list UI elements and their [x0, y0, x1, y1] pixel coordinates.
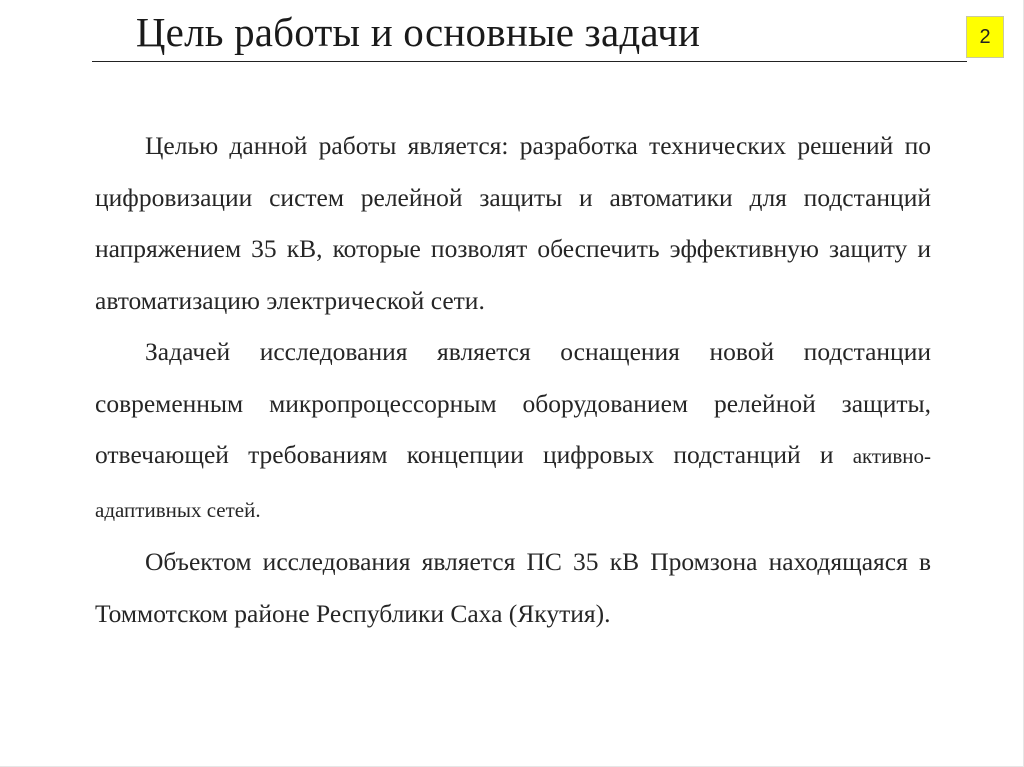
task-text-small: активно-адаптивных сетей.	[95, 444, 931, 522]
slide-title: Цель работы и основные задачи	[135, 9, 701, 55]
slide-body	[95, 120, 931, 639]
object-paragraph	[95, 536, 931, 639]
goal-text: Целью данной работы является: разработка технических решений по цифровизации систем релейной защиты и автоматики для подстанций напряжением 35 кВ, которые позволят обеспечить эффективную защиту и автоматизацию электрической сети.	[95, 131, 931, 315]
title-underline	[92, 61, 967, 62]
goal-paragraph	[95, 120, 931, 326]
task-text: Задачей исследования является оснащения новой подстанции современным микропроцессорным оборудованием релейной защиты, отвечающей требованиям концепции цифровых подстанций и	[95, 337, 931, 469]
page-number-badge: 2	[966, 16, 1004, 58]
object-text: Объектом исследования является ПС 35 кВ Промзона находящаяся в Томмотском районе Республики Саха (Якутия).	[95, 547, 931, 628]
task-paragraph	[95, 326, 931, 536]
